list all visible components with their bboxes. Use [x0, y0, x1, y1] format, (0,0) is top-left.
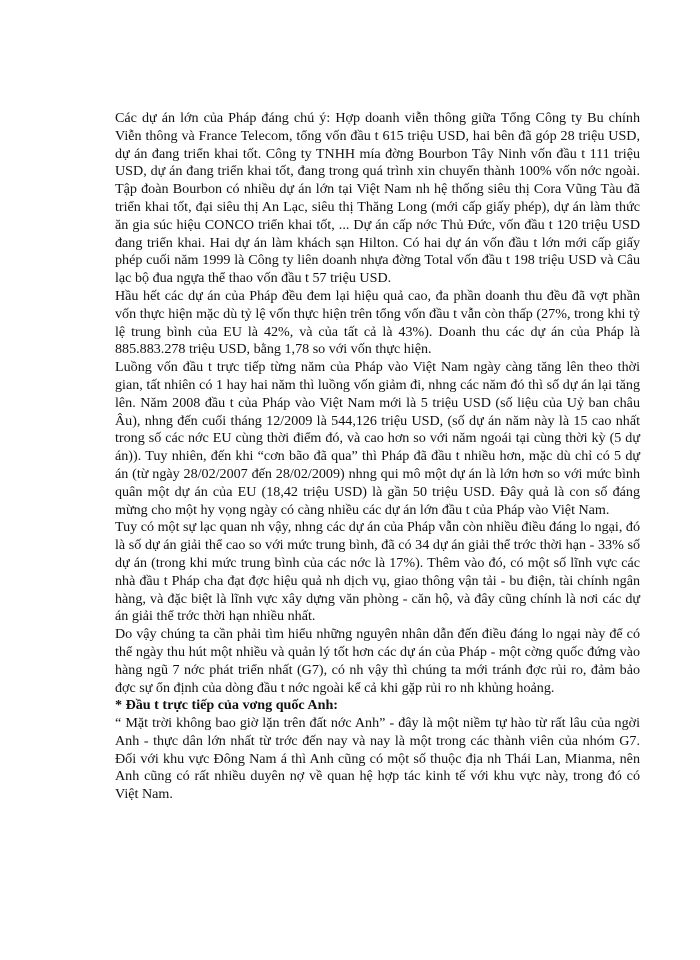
paragraph-uk-intro: “ Mặt trời không bao giờ lặn trên đất nớc Anh” - đây là một niềm tự hào từ rất lâu của ngời Anh - thực dân lớn nhất từ trớc đến nay và nay là một trong các thành viên của nhóm G7. Đối với khu vực Đông Nam á thì Anh cũng có một số thuộc địa nh Thái Lan, Mianma, nên Anh cũng có rất nhiều duyên nợ về quan hệ hợp tác kinh tế với khu vực này, trong đó có Việt Nam. — [115, 715, 640, 803]
paragraph-french-concerns: Tuy có một sự lạc quan nh vậy, nhng các dự án của Pháp vẫn còn nhiều điều đáng lo ngại, đó là số dự án giải thể cao so với mức trung bình, đã có 34 dự án giải thể trớc thời hạn - 33% số dự án (trong khi mức trung bình của các nớc là 17%). Thêm vào đó, có một số lĩnh vực các nhà đầu t Pháp cha đạt đợc hiệu quả nh dịch vụ, giao thông vận tải - bu điện, tài chính ngân hàng, và đặc biệt là lĩnh vực xây dựng văn phòng - căn hộ, và đây cũng chính là nơi các dự án giải thể trớc thời hạn nhiều nhất. — [115, 519, 640, 625]
paragraph-french-efficiency: Hầu hết các dự án của Pháp đều đem lại hiệu quả cao, đa phần doanh thu đều đã vợt phần vốn thực hiện mặc dù tỷ lệ vốn thực hiện trên tổng vốn đầu t vẫn còn thấp (27%, trong khi tỷ lệ trung bình của EU là 42%, và của tất cả là 43%). Doanh thu các dự án của Pháp là 885.883.278 triệu USD, bằng 1,78 so với vốn thực hiện. — [115, 287, 640, 358]
paragraph-french-conclusion: Do vậy chúng ta cần phải tìm hiểu những nguyên nhân dẫn đến điều đáng lo ngại này để có thể ngày thu hút một nhiều và quản lý tốt hơn các dự án của Pháp - một cờng quốc đứng vào hàng ngũ 7 nớc phát triển nhất (G7), có nh vậy thì chúng ta mới tránh đợc rủi ro, đảm bảo đợc sự ổn định của dòng đầu t nớc ngoài kể cả khi gặp rủi ro nh khủng hoảng. — [115, 626, 640, 696]
section-heading-uk: * Đầu t trực tiếp của vơng quốc Anh: — [115, 697, 338, 714]
paragraph-french-investment-flow: Luồng vốn đầu t trực tiếp từng năm của Pháp vào Việt Nam ngày càng tăng lên theo thời gian, tất nhiên có 1 hay hai năm thì luồng vốn giảm đi, nhng các năm đó thì số dự án lại tăng lên. Năm 2008 đầu t của Pháp vào Việt Nam mới là 5 triệu USD (số liệu của Uỷ ban châu Âu), nhng đến cuối tháng 12/2009 là 544,126 triệu USD, (số dự án năm này là 15 cao nhất trong số các nớc EU cùng thời điểm đó, và cao hơn so với năm ngoái tại cùng thời kỳ (5 dự án)). Tuy nhiên, đến khi “cơn bão đã qua” thì Pháp đã đầu t nhiều hơn, mặc dù chỉ có 5 dự án (từ ngày 28/02/2007 đến 28/02/2009) nhng qui mô một dự án là lớn hơn so với mức bình quân một dự án của EU (18,42 triệu USD) là gần 50 triệu USD. Đây quả là con số đáng mừng cho một hy vọng ngày có càng nhiều các dự án lớn đầu t của Pháp vào Việt Nam. — [115, 359, 640, 518]
document-body — [115, 110, 640, 804]
paragraph-french-major-projects: Các dự án lớn của Pháp đáng chú ý: Hợp doanh viễn thông giữa Tổng Công ty Bu chính Viễn thông và France Telecom, tổng vốn đầu t 615 triệu USD, hai bên đã góp 28 triệu USD, dự án đang triển khai tốt. Công ty TNHH mía đờng Bourbon Tây Ninh vốn đầu t 111 triệu USD, dự án đang triển khai tốt, đang trong quá trình xin chuyển thành 100% vốn nớc ngoài. Tập đoàn Bourbon có nhiều dự án lớn tại Việt Nam nh hệ thống siêu thị Cora Vũng Tàu đã triển khai tốt, đại siêu thị An Lạc, siêu thị Thăng Long (mới cấp giấy phép), dự án làm thức ăn gia súc hiệu CONCO triển khai tốt, ... Dự án cấp nớc Thủ Đức, vốn đầu t 120 triệu USD đang triển khai. Hai dự án làm khách sạn Hilton. Có hai dự án vốn đầu t lớn mới cấp giấy phép cuối năm 1999 là Công ty liên doanh nhựa đờng Total vốn đầu t 198 triệu USD và Câu lạc bộ đua ngựa thể thao vốn đầu t 57 triệu USD. — [115, 110, 640, 287]
